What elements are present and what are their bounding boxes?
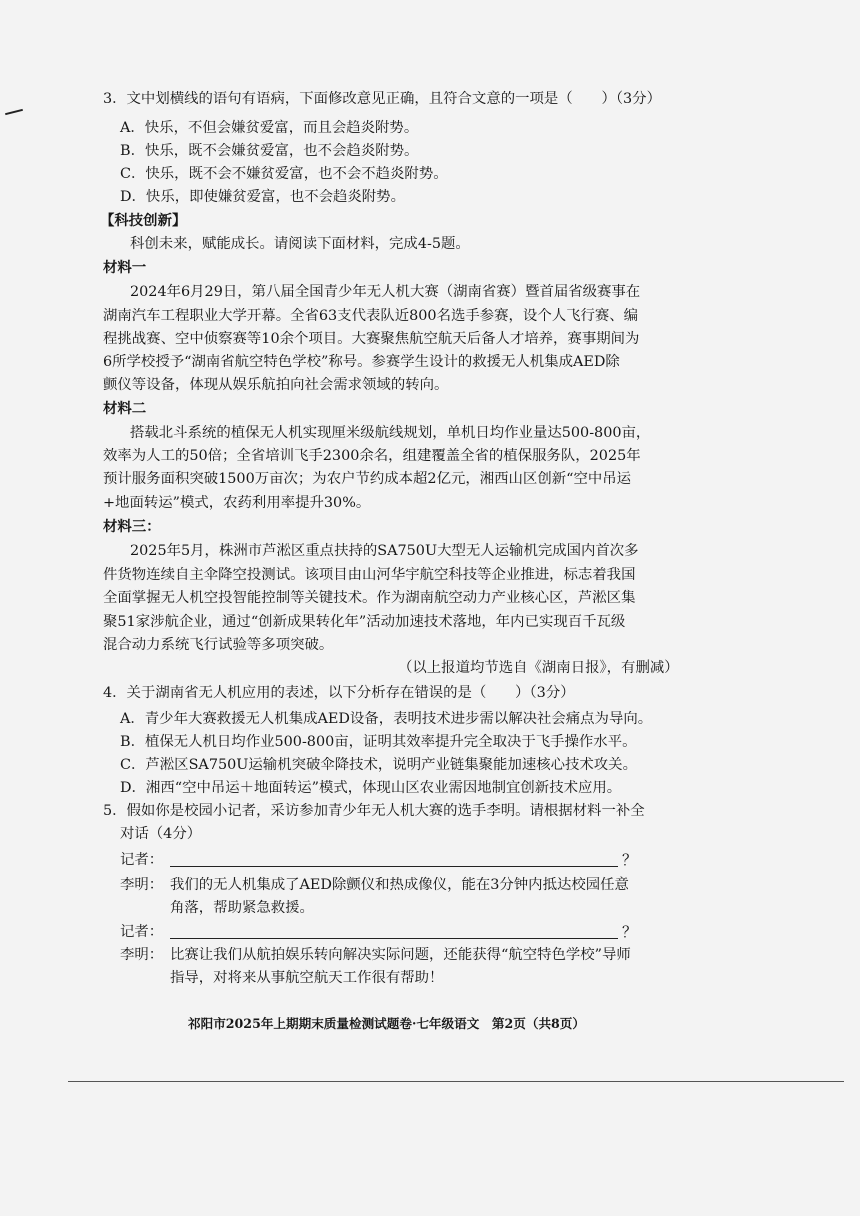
material1-line: 2024年6月29日，第八届全国青少年无人机大赛（湖南省赛）暨首届省级赛事在 — [130, 284, 641, 300]
q4-option-c: C．芦淞区SA750U运输机突破伞降技术，说明产业链集聚能加速核心技术攻关。 — [120, 757, 637, 773]
material3-source: （以上报道均节选自《湖南日报》，有删减） — [398, 660, 679, 676]
material1-line: 颤仪等设备，体现从娱乐航拍向社会需求领域的转向。 — [103, 377, 449, 393]
reporter-label: 记者： — [120, 924, 164, 940]
material1-line: 程挑战赛、空中侦察赛等10余个项目。大赛聚焦航空航天后备人才培养，赛事期间为 — [103, 331, 640, 347]
q4-option-a: A．青少年大赛救援无人机集成AED设备，表明技术进步需以解决社会痛点为导向。 — [120, 711, 653, 727]
bottom-rule — [68, 1081, 844, 1082]
answer-blank-2[interactable] — [170, 938, 618, 939]
q3-option-d: D．快乐，即使嫌贫爱富，也不会趋炎附势。 — [120, 189, 405, 205]
liming-answer-2: 比赛让我们从航拍娱乐转向解决实际问题，还能获得“航空特色学校”导师 — [170, 947, 631, 963]
section-heading: 【科技创新】 — [100, 212, 187, 229]
material2-line: 预计服务面积突破1500万亩次；为农户节约成本超2亿元，湘西山区创新“空中吊运 — [103, 471, 632, 487]
material2-line: 效率为人工的50倍；全省培训飞手2300余名，组建覆盖全省的植保服务队，2025年 — [103, 448, 641, 464]
q4-option-d: D．湘西“空中吊运＋地面转运”模式，体现山区农业需因地制宜创新技术应用。 — [120, 780, 622, 796]
liming-answer-1-cont: 角落，帮助紧急救援。 — [170, 900, 314, 916]
reporter-label: 记者： — [120, 852, 164, 868]
question-mark: ？ — [622, 923, 638, 941]
liming-answer-2-cont: 指导，对将来从事航空航天工作很有帮助！ — [170, 970, 444, 986]
q4-stem: 4．关于湖南省无人机应用的表述，以下分析存在错误的是（ ）（3分） — [103, 685, 575, 701]
scan-mark — [5, 109, 23, 115]
material3-line: 聚51家涉航企业，通过“创新成果转化年”活动加速技术落地，年内已实现百千瓦级 — [103, 614, 626, 630]
q5-stem-cont: 对话（4分） — [120, 826, 202, 842]
q3-option-b: B．快乐，既不会嫌贫爱富，也不会趋炎附势。 — [120, 143, 419, 159]
q3-option-c: C．快乐，既不会不嫌贫爱富，也不会不趋炎附势。 — [120, 166, 448, 182]
material1-line: 6所学校授予“湖南省航空特色学校”称号。参赛学生设计的救援无人机集成AED除 — [103, 354, 620, 370]
material2-line: 搭载北斗系统的植保无人机实现厘米级航线规划，单机日均作业量达500-800亩， — [130, 425, 651, 441]
q4-option-b: B．植保无人机日均作业500-800亩，证明其效率提升完全取决于飞手操作水平。 — [120, 734, 637, 750]
q3-option-a: A．快乐，不但会嫌贫爱富，而且会趋炎附势。 — [120, 120, 419, 136]
liming-label: 李明： — [120, 877, 164, 893]
material3-line: 全面掌握无人机空投智能控制等关键技术。作为湖南航空动力产业核心区，芦淞区集 — [103, 590, 636, 606]
answer-blank-1[interactable] — [170, 866, 618, 867]
material2-line: +地面转运”模式，农药利用率提升30%。 — [103, 495, 371, 511]
material3-title: 材料三： — [103, 518, 161, 535]
page-footer: 祁阳市2025年上期期末质量检测试题卷·七年级语文 第2页（共8页） — [188, 1016, 585, 1031]
q5-stem: 5．假如你是校园小记者，采访参加青少年无人机大赛的选手李明。请根据材料一补全 — [103, 803, 645, 819]
material3-line: 混合动力系统飞行试验等多项突破。 — [103, 637, 334, 653]
question-mark: ？ — [622, 851, 638, 869]
section-intro: 科创未来，赋能成长。请阅读下面材料，完成4-5题。 — [130, 236, 470, 252]
material3-line: 件货物连续自主伞降空投测试。该项目由山河华宇航空科技等企业推进，标志着我国 — [103, 567, 636, 583]
liming-label: 李明： — [120, 947, 164, 963]
material3-line: 2025年5月，株洲市芦淞区重点扶持的SA750U大型无人运输机完成国内首次多 — [130, 543, 639, 559]
material1-line: 湖南汽车工程职业大学开幕。全省63支代表队近800名选手参赛，设个人飞行赛、编 — [103, 308, 639, 324]
material1-title: 材料一 — [103, 259, 147, 276]
material2-title: 材料二 — [103, 400, 147, 417]
q3-stem: 3．文中划横线的语句有语病，下面修改意见正确，且符合文意的一项是（ ）（3分） — [103, 91, 661, 107]
liming-answer-1: 我们的无人机集成了AED除颤仪和热成像仪，能在3分钟内抵达校园任意 — [170, 877, 629, 893]
